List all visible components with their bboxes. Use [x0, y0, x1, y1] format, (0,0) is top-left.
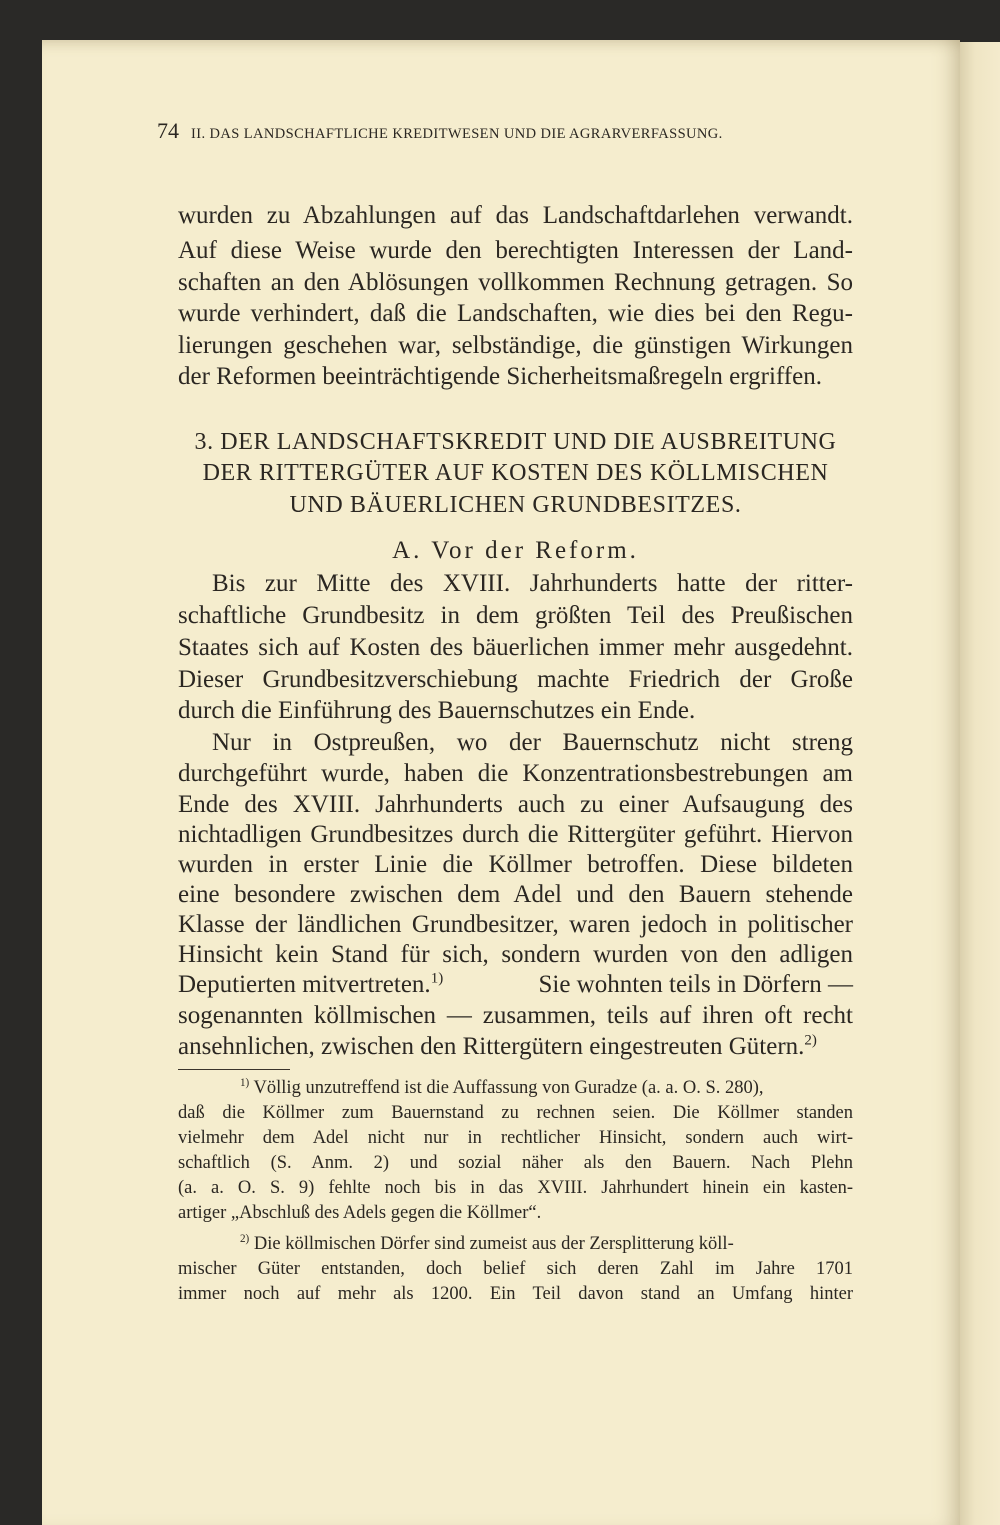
subheading: A. Vor der Reform.: [392, 537, 639, 564]
running-head: II. DAS LANDSCHAFTLICHE KREDITWESEN UND DIE AGRARVERFASSUNG.: [191, 126, 723, 142]
text-line: sogenannten köllmischen — zusammen, teils auf ihren oft recht: [178, 1002, 853, 1029]
text-line: Bis zur Mitte des XVIII. Jahrhunderts hatte der ritter-: [212, 570, 853, 597]
footnote-line: artiger „Abschluß des Adels gegen die Köllmer“.: [178, 1203, 542, 1223]
text-line: durchgeführt wurde, haben die Konzentrationsbestrebungen am: [178, 760, 853, 787]
facing-page-edge: [958, 42, 1000, 1525]
footnote-rule: [178, 1069, 290, 1070]
text-line: eine besondere zwischen dem Adel und den Bauern stehende: [178, 881, 853, 908]
text-line: [178, 970, 853, 1000]
section-heading-line: DER RITTERGÜTER AUF KOSTEN DES KÖLLMISCHEN: [202, 460, 829, 486]
footnote-reference[interactable]: 1): [430, 970, 444, 987]
text-line: Hinsicht kein Stand für sich, sondern wurden von den adligen: [178, 941, 853, 968]
text-line: Auf diese Weise wurde den berechtigten Interessen der Land-: [178, 237, 853, 264]
text-line: lierungen geschehen war, selbständige, die günstigen Wirkungen: [178, 332, 853, 359]
text-segment: Sie wohnten teils in Dörfern —: [538, 971, 853, 998]
section-heading-line: UND BÄUERLICHEN GRUNDBESITZES.: [289, 492, 742, 518]
footnote-line: daß die Köllmer zum Bauernstand zu rechnen seien. Die Köllmer standen: [178, 1103, 853, 1123]
text-line: Ende des XVIII. Jahrhunderts auch zu einer Aufsaugung des: [178, 791, 853, 818]
text-line: Klasse der ländlichen Grundbesitzer, waren jedoch in politischer: [178, 911, 853, 938]
text-segment: ansehnlichen, zwischen den Rittergütern eingestreuten Gütern.: [178, 1033, 805, 1060]
footnote-line: schaftlich (S. Anm. 2) und sozial näher als den Bauern. Nach Plehn: [178, 1153, 853, 1173]
text-line: wurden in erster Linie die Köllmer betroffen. Diese bildeten: [178, 851, 853, 878]
footnote-line: (a. a. O. S. 9) fehlte noch bis in das XVIII. Jahrhundert hinein ein kasten-: [178, 1178, 853, 1198]
footnote-line: mischer Güter entstanden, doch belief sich deren Zahl im Jahre 1701: [178, 1259, 853, 1279]
footnote-line: $^{1)}$ Völlig unzutreffend ist die Auffassung von Guradze (a. a. O. S. 280),: [240, 1076, 764, 1098]
text-line: Nur in Ostpreußen, wo der Bauernschutz nicht streng: [212, 729, 853, 756]
text-line: Dieser Grundbesitzverschiebung machte Friedrich der Große: [178, 666, 853, 693]
page-number: 74: [157, 118, 179, 143]
text-line: wurden zu Abzahlungen auf das Landschaftdarlehen verwandt.: [178, 202, 853, 229]
section-heading-line: 3. DER LANDSCHAFTSKREDIT UND DIE AUSBREITUNG: [194, 429, 837, 455]
footnote-line: vielmehr dem Adel nicht nur in rechtlicher Hinsicht, sondern auch wirt-: [178, 1128, 853, 1148]
footnote-reference[interactable]: 2): [804, 1032, 817, 1049]
footnote-line: $^{2)}$ Die köllmischen Dörfer sind zumeist aus der Zersplitterung köll-: [240, 1232, 734, 1254]
text-line: [178, 1032, 853, 1062]
text-line: wurde verhindert, daß die Landschaften, wie dies bei den Regu-: [178, 300, 853, 327]
text-line: der Reformen beeinträchtigende Sicherheitsmaßregeln ergriffen.: [178, 363, 822, 390]
text-line: Staates sich auf Kosten des bäuerlichen immer mehr ausgedehnt.: [178, 634, 853, 661]
text-line: nichtadligen Grundbesitzes durch die Rittergüter geführt. Hiervon: [178, 821, 853, 848]
text-line: durch die Einführung des Bauernschutzes ein Ende.: [178, 697, 696, 724]
footnote-marker: 1): [240, 1076, 250, 1089]
text-segment: Deputierten mitvertreten.$^{1)}$: [178, 970, 444, 998]
text-line: schaftliche Grundbesitz in dem größten Teil des Preußischen: [178, 602, 853, 629]
footnote-line: immer noch auf mehr als 1200. Ein Teil davon stand an Umfang hinter: [178, 1284, 853, 1304]
page-header: [157, 118, 897, 150]
footnote-marker: 2): [240, 1232, 250, 1245]
text-line: schaften an den Ablösungen vollkommen Rechnung getragen. So: [178, 269, 853, 296]
